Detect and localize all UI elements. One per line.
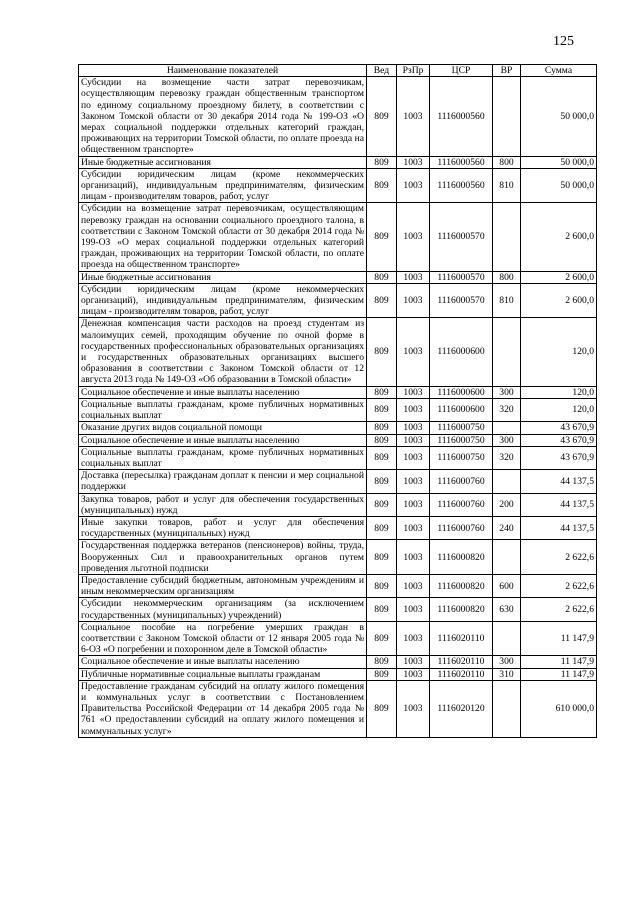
row-vr: 320 [493, 398, 521, 421]
row-rzpr: 1003 [397, 470, 430, 493]
row-ved: 809 [367, 283, 397, 318]
row-sum: 50 000,0 [521, 156, 597, 168]
header-sum: Сумма [521, 65, 597, 77]
row-sum: 44 137,5 [521, 516, 597, 539]
row-csr: 1116000760 [430, 493, 493, 516]
row-sum: 2 622,6 [521, 598, 597, 621]
row-name: Предоставление гражданам субсидий на оплату жилого помещения и коммунальных услуг в соответствии с Постановлением Правительства Российской Федерации от 14 декабря 2005 года № 761 «О предоставлении субсидий на оплату жилого помещения и коммунальных услуг» [79, 680, 367, 737]
row-sum: 2 600,0 [521, 271, 597, 283]
row-name: Социальные выплаты гражданам, кроме публичных нормативных социальных выплат [79, 398, 367, 421]
row-rzpr: 1003 [397, 386, 430, 398]
row-rzpr: 1003 [397, 434, 430, 446]
row-rzpr: 1003 [397, 271, 430, 283]
row-csr: 1116000820 [430, 574, 493, 597]
row-rzpr: 1003 [397, 621, 430, 656]
row-vr: 810 [493, 168, 521, 203]
row-ved: 809 [367, 318, 397, 386]
table-header-row [79, 65, 597, 77]
row-sum: 43 670,9 [521, 434, 597, 446]
table-row [79, 656, 597, 668]
row-rzpr: 1003 [397, 656, 430, 668]
row-csr: 1116000750 [430, 446, 493, 469]
row-csr: 1116000570 [430, 203, 493, 271]
row-csr: 1116000560 [430, 156, 493, 168]
row-csr: 1116000600 [430, 398, 493, 421]
row-sum: 43 670,9 [521, 422, 597, 434]
row-ved: 809 [367, 493, 397, 516]
table-row [79, 470, 597, 493]
row-ved: 809 [367, 656, 397, 668]
header-vr: ВР [493, 65, 521, 77]
row-name: Иные закупки товаров, работ и услуг для обеспечения государственных (муниципальных) нужд [79, 516, 367, 539]
row-vr [493, 621, 521, 656]
table-row [79, 434, 597, 446]
row-ved: 809 [367, 540, 397, 575]
row-sum: 2 600,0 [521, 203, 597, 271]
row-ved: 809 [367, 168, 397, 203]
row-rzpr: 1003 [397, 318, 430, 386]
row-ved: 809 [367, 77, 397, 156]
row-rzpr: 1003 [397, 493, 430, 516]
row-name: Закупка товаров, работ и услуг для обеспечения государственных (муниципальных) нужд [79, 493, 367, 516]
row-sum: 120,0 [521, 386, 597, 398]
row-vr: 600 [493, 574, 521, 597]
row-sum: 120,0 [521, 398, 597, 421]
table-row [79, 598, 597, 621]
table-row [79, 446, 597, 469]
table-row [79, 680, 597, 737]
row-rzpr: 1003 [397, 516, 430, 539]
row-rzpr: 1003 [397, 668, 430, 680]
row-name: Публичные нормативные социальные выплаты гражданам [79, 668, 367, 680]
row-ved: 809 [367, 680, 397, 737]
row-name: Субсидии на возмещение затрат перевозчикам, осуществляющим перевозку граждан на основании социального проездного талона, в соответствии с Законом Томской области от 30 декабря 2014 года № 199-ОЗ «О мерах социальной поддержки отдельных категорий граждан, проживающих на территории Томской области, по оплате проезда на общественном транспорте» [79, 203, 367, 271]
table-row [79, 318, 597, 386]
row-sum: 2 622,6 [521, 574, 597, 597]
row-csr: 1116020110 [430, 621, 493, 656]
row-csr: 1116000820 [430, 598, 493, 621]
row-csr: 1116000600 [430, 386, 493, 398]
row-sum: 120,0 [521, 318, 597, 386]
row-name: Социальное обеспечение и иные выплаты населению [79, 656, 367, 668]
row-csr: 1116000750 [430, 434, 493, 446]
row-name: Денежная компенсация части расходов на проезд студентам из малоимущих семей, проходящим обучение по очной форме в государственных профессиональных образовательных организациях и государственных образовательных организациях высшего образования в соответствии с Законом Томской области от 12 августа 2013 года № 149-ОЗ «Об образовании в Томской области» [79, 318, 367, 386]
row-name: Социальное пособие на погребение умерших граждан в соответствии с Законом Томской области от 12 января 2005 года № 6-ОЗ «О погребении и похоронном деле в Томской области» [79, 621, 367, 656]
row-ved: 809 [367, 516, 397, 539]
row-csr: 1116000760 [430, 516, 493, 539]
row-ved: 809 [367, 156, 397, 168]
row-csr: 1116000570 [430, 271, 493, 283]
row-sum: 50 000,0 [521, 77, 597, 156]
row-rzpr: 1003 [397, 156, 430, 168]
row-sum: 11 147,9 [521, 656, 597, 668]
row-sum: 50 000,0 [521, 168, 597, 203]
table-row [79, 668, 597, 680]
row-ved: 809 [367, 386, 397, 398]
table-row [79, 493, 597, 516]
row-csr: 1116020110 [430, 668, 493, 680]
row-csr: 1116020110 [430, 656, 493, 668]
row-rzpr: 1003 [397, 283, 430, 318]
row-vr: 300 [493, 434, 521, 446]
row-vr: 800 [493, 271, 521, 283]
row-csr: 1116000750 [430, 422, 493, 434]
row-vr [493, 680, 521, 737]
row-csr: 1116000560 [430, 168, 493, 203]
row-sum: 11 147,9 [521, 621, 597, 656]
row-vr: 800 [493, 156, 521, 168]
row-vr [493, 318, 521, 386]
row-sum: 43 670,9 [521, 446, 597, 469]
row-ved: 809 [367, 446, 397, 469]
row-ved: 809 [367, 574, 397, 597]
page-number: 125 [553, 34, 574, 49]
row-sum: 44 137,5 [521, 493, 597, 516]
row-vr: 240 [493, 516, 521, 539]
row-name: Предоставление субсидий бюджетным, автономным учреждениям и иным некоммерческим организациям [79, 574, 367, 597]
row-csr: 1116000820 [430, 540, 493, 575]
table-row [79, 386, 597, 398]
row-ved: 809 [367, 470, 397, 493]
row-name: Субсидии некоммерческим организациям (за исключением государственных (муниципальных) учреждений) [79, 598, 367, 621]
row-sum: 44 137,5 [521, 470, 597, 493]
row-ved: 809 [367, 422, 397, 434]
row-name: Оказание других видов социальной помощи [79, 422, 367, 434]
budget-table [78, 64, 597, 738]
row-rzpr: 1003 [397, 77, 430, 156]
row-name: Государственная поддержка ветеранов (пенсионеров) войны, труда, Вооруженных Сил и правоохранительных органов путем проведения льготной подписки [79, 540, 367, 575]
table-row [79, 574, 597, 597]
row-csr: 1116000560 [430, 77, 493, 156]
row-rzpr: 1003 [397, 598, 430, 621]
row-sum: 11 147,9 [521, 668, 597, 680]
table-row [79, 203, 597, 271]
row-ved: 809 [367, 203, 397, 271]
table-row [79, 540, 597, 575]
row-name: Иные бюджетные ассигнования [79, 156, 367, 168]
table-row [79, 156, 597, 168]
row-ved: 809 [367, 668, 397, 680]
table-row [79, 516, 597, 539]
table-row [79, 621, 597, 656]
row-vr: 200 [493, 493, 521, 516]
table-row [79, 422, 597, 434]
table-row [79, 77, 597, 156]
row-name: Иные бюджетные ассигнования [79, 271, 367, 283]
row-rzpr: 1003 [397, 398, 430, 421]
row-csr: 1116000760 [430, 470, 493, 493]
table-row [79, 271, 597, 283]
row-vr: 310 [493, 668, 521, 680]
row-sum: 610 000,0 [521, 680, 597, 737]
row-name: Субсидии юридическим лицам (кроме некоммерческих организаций), индивидуальным предпринимателям, физическим лицам - производителям товаров, работ, услуг [79, 168, 367, 203]
row-rzpr: 1003 [397, 446, 430, 469]
header-ved: Вед [367, 65, 397, 77]
row-rzpr: 1003 [397, 540, 430, 575]
row-vr [493, 203, 521, 271]
row-vr [493, 77, 521, 156]
row-vr [493, 422, 521, 434]
row-vr: 630 [493, 598, 521, 621]
row-name: Социальные выплаты гражданам, кроме публичных нормативных социальных выплат [79, 446, 367, 469]
table-row [79, 398, 597, 421]
row-csr: 1116000570 [430, 283, 493, 318]
table-row [79, 283, 597, 318]
row-vr [493, 470, 521, 493]
row-vr [493, 540, 521, 575]
row-rzpr: 1003 [397, 203, 430, 271]
row-rzpr: 1003 [397, 168, 430, 203]
row-vr: 300 [493, 656, 521, 668]
row-ved: 809 [367, 598, 397, 621]
row-ved: 809 [367, 398, 397, 421]
row-rzpr: 1003 [397, 574, 430, 597]
row-name: Субсидии юридическим лицам (кроме некоммерческих организаций), индивидуальным предпринимателям, физическим лицам - производителям товаров, работ, услуг [79, 283, 367, 318]
row-sum: 2 622,6 [521, 540, 597, 575]
row-name: Социальное обеспечение и иные выплаты населению [79, 434, 367, 446]
header-name: Наименование показателей [79, 65, 367, 77]
row-vr: 810 [493, 283, 521, 318]
row-vr: 300 [493, 386, 521, 398]
row-vr: 320 [493, 446, 521, 469]
table-row [79, 168, 597, 203]
row-ved: 809 [367, 271, 397, 283]
header-csr: ЦСР [430, 65, 493, 77]
row-name: Доставка (пересылка) гражданам доплат к пенсии и мер социальной поддержки [79, 470, 367, 493]
row-csr: 1116020120 [430, 680, 493, 737]
row-name: Социальное обеспечение и иные выплаты населению [79, 386, 367, 398]
row-csr: 1116000600 [430, 318, 493, 386]
row-sum: 2 600,0 [521, 283, 597, 318]
row-rzpr: 1003 [397, 422, 430, 434]
row-ved: 809 [367, 434, 397, 446]
header-rzpr: РзПр [397, 65, 430, 77]
row-ved: 809 [367, 621, 397, 656]
row-name: Субсидии на возмещение части затрат перевозчикам, осуществляющим перевозку граждан общественным транспортом по единому социальному проездному билету, в соответствии с Законом Томской области от 30 декабря 2014 года № 199-ОЗ «О мерах социальной поддержки отдельных категорий граждан, проживающих на территории Томской области, по оплате проезда на общественном транспорте» [79, 77, 367, 156]
row-rzpr: 1003 [397, 680, 430, 737]
